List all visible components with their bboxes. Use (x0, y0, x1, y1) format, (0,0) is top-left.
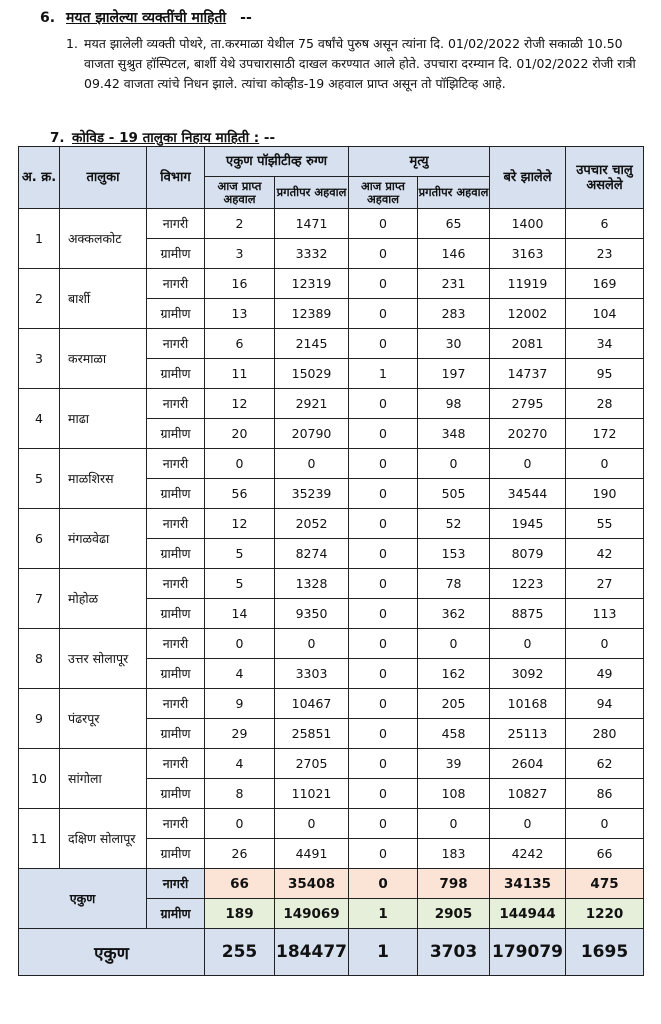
section-7-dash: -- (263, 130, 276, 146)
cell: 26 (205, 839, 275, 869)
cell: 65 (418, 209, 490, 239)
row-taluka: अक्कलकोट (60, 209, 147, 269)
total-vibhag-nagari: नागरी (147, 869, 205, 899)
cell: 1 (349, 899, 418, 929)
cell: 49 (566, 659, 644, 689)
cell: 98 (418, 389, 490, 419)
cell: 280 (566, 719, 644, 749)
row-taluka: पंढरपूर (60, 689, 147, 749)
cell: 2705 (275, 749, 349, 779)
row-vibhag-gramin: ग्रामीण (147, 299, 205, 329)
cell: 205 (418, 689, 490, 719)
cell: 0 (349, 869, 418, 899)
cell: 1223 (490, 569, 566, 599)
cell: 0 (205, 629, 275, 659)
cell: 190 (566, 479, 644, 509)
cell: 20790 (275, 419, 349, 449)
cell: 283 (418, 299, 490, 329)
cell: 169 (566, 269, 644, 299)
cell: 23 (566, 239, 644, 269)
cell: 9350 (275, 599, 349, 629)
cell: 0 (205, 809, 275, 839)
grand-total-row (19, 929, 644, 976)
row-vibhag-nagari: नागरी (147, 209, 205, 239)
cell: 35408 (275, 869, 349, 899)
section-7-title: कोविड - 19 तालुका निहाय माहिती : (72, 130, 260, 146)
cell: 0 (566, 629, 644, 659)
cell: 0 (566, 449, 644, 479)
cell: 3 (205, 239, 275, 269)
cell: 0 (566, 809, 644, 839)
death-details-paragraph (66, 34, 646, 94)
cell: 255 (205, 929, 275, 976)
cell: 0 (349, 479, 418, 509)
cell: 348 (418, 419, 490, 449)
cell: 4 (205, 659, 275, 689)
row-vibhag-gramin: ग्रामीण (147, 779, 205, 809)
cell: 6 (205, 329, 275, 359)
cell: 25113 (490, 719, 566, 749)
row-vibhag-nagari: नागरी (147, 629, 205, 659)
cell: 14737 (490, 359, 566, 389)
cell: 108 (418, 779, 490, 809)
section-6-dash: -- (240, 10, 252, 26)
row-sr: 11 (19, 809, 60, 869)
row-taluka: बार्शी (60, 269, 147, 329)
cell: 30 (418, 329, 490, 359)
cell: 66 (566, 839, 644, 869)
row-sr: 3 (19, 329, 60, 389)
row-taluka: मोहोळ (60, 569, 147, 629)
cell: 146 (418, 239, 490, 269)
row-vibhag-nagari: नागरी (147, 509, 205, 539)
cell: 8079 (490, 539, 566, 569)
header-sr: अ. क्र. (19, 147, 60, 209)
table-row (19, 209, 644, 239)
cell: 1945 (490, 509, 566, 539)
cell: 0 (275, 629, 349, 659)
row-sr: 10 (19, 749, 60, 809)
cell: 13 (205, 299, 275, 329)
cell: 12 (205, 389, 275, 419)
cell: 0 (349, 209, 418, 239)
cell: 3163 (490, 239, 566, 269)
cell: 0 (418, 629, 490, 659)
cell: 231 (418, 269, 490, 299)
cell: 144944 (490, 899, 566, 929)
header-active: उपचार चालु असलेले (566, 147, 644, 209)
cell: 66 (205, 869, 275, 899)
paragraph-number: 1. (66, 36, 78, 51)
row-vibhag-gramin: ग्रामीण (147, 659, 205, 689)
cell: 1 (349, 359, 418, 389)
row-taluka: उत्तर सोलापूर (60, 629, 147, 689)
header-positive-cumulative: प्रगतीपर अहवाल (275, 177, 349, 209)
cell: 11919 (490, 269, 566, 299)
taluka-covid-table (18, 146, 644, 976)
table-row (19, 689, 644, 719)
cell: 62 (566, 749, 644, 779)
cell: 5 (205, 539, 275, 569)
table-row (19, 809, 644, 839)
cell: 42 (566, 539, 644, 569)
cell: 2795 (490, 389, 566, 419)
cell: 2905 (418, 899, 490, 929)
row-vibhag-gramin: ग्रामीण (147, 599, 205, 629)
row-vibhag-nagari: नागरी (147, 689, 205, 719)
cell: 20270 (490, 419, 566, 449)
cell: 0 (349, 449, 418, 479)
row-sr: 6 (19, 509, 60, 569)
row-vibhag-gramin: ग्रामीण (147, 479, 205, 509)
grand-total-label: एकुण (19, 929, 205, 976)
section-6-title: मयत झालेल्या व्यक्तींची माहिती (66, 10, 227, 26)
cell: 0 (490, 449, 566, 479)
header-deaths: मृत्यु (349, 147, 490, 177)
cell: 10168 (490, 689, 566, 719)
cell: 8274 (275, 539, 349, 569)
row-vibhag-nagari: नागरी (147, 329, 205, 359)
cell: 197 (418, 359, 490, 389)
cell: 27 (566, 569, 644, 599)
row-vibhag-nagari: नागरी (147, 449, 205, 479)
cell: 505 (418, 479, 490, 509)
cell: 0 (349, 839, 418, 869)
row-sr: 7 (19, 569, 60, 629)
row-vibhag-nagari: नागरी (147, 809, 205, 839)
cell: 0 (418, 449, 490, 479)
cell: 20 (205, 419, 275, 449)
row-taluka: माळशिरस (60, 449, 147, 509)
cell: 34135 (490, 869, 566, 899)
row-taluka: करमाळा (60, 329, 147, 389)
table-row (19, 509, 644, 539)
cell: 35239 (275, 479, 349, 509)
cell: 1471 (275, 209, 349, 239)
cell: 4 (205, 749, 275, 779)
header-vibhag: विभाग (147, 147, 205, 209)
cell: 2 (205, 209, 275, 239)
cell: 86 (566, 779, 644, 809)
row-vibhag-gramin: ग्रामीण (147, 839, 205, 869)
cell: 10827 (490, 779, 566, 809)
cell: 3332 (275, 239, 349, 269)
cell: 458 (418, 719, 490, 749)
cell: 94 (566, 689, 644, 719)
row-vibhag-nagari: नागरी (147, 569, 205, 599)
cell: 1400 (490, 209, 566, 239)
cell: 3092 (490, 659, 566, 689)
header-deaths-cumulative: प्रगतीपर अहवाल (418, 177, 490, 209)
cell: 0 (349, 269, 418, 299)
row-vibhag-nagari: नागरी (147, 389, 205, 419)
cell: 0 (349, 689, 418, 719)
cell: 0 (349, 329, 418, 359)
cell: 1695 (566, 929, 644, 976)
cell: 3303 (275, 659, 349, 689)
row-vibhag-nagari: नागरी (147, 269, 205, 299)
cell: 179079 (490, 929, 566, 976)
table-row (19, 449, 644, 479)
cell: 172 (566, 419, 644, 449)
cell: 28 (566, 389, 644, 419)
cell: 11 (205, 359, 275, 389)
cell: 12002 (490, 299, 566, 329)
cell: 2145 (275, 329, 349, 359)
cell: 0 (349, 809, 418, 839)
cell: 0 (490, 809, 566, 839)
cell: 0 (349, 629, 418, 659)
section-7-heading (50, 128, 275, 146)
cell: 149069 (275, 899, 349, 929)
cell: 0 (349, 719, 418, 749)
cell: 0 (349, 569, 418, 599)
row-sr: 1 (19, 209, 60, 269)
row-taluka: मंगळवेढा (60, 509, 147, 569)
section-6-number: 6. (40, 10, 56, 26)
row-vibhag-gramin: ग्रामीण (147, 419, 205, 449)
cell: 52 (418, 509, 490, 539)
cell: 0 (349, 239, 418, 269)
cell: 162 (418, 659, 490, 689)
paragraph-text: मयत झालेली व्यक्ती पोथरे, ता.करमाळा येथील 75 वर्षांचे पुरुष असून त्यांना दि. 01/02/2022 रोजी सकाळी 10.50 वाजता सुश्रुत हॉस्पिटल, बार्शी येथे उपचारासाठी दाखल करण्यात आले होते. उपचारा दरम्यान दि. 01/02/2022 रोजी रात्री 09.42 वाजता त्यांचे निधन झाले. त्यांचा कोव्हीड-19 अहवाल प्राप्त असून तो पॉझिटिव्ह आहे. (84, 36, 636, 91)
cell: 25851 (275, 719, 349, 749)
cell: 0 (349, 779, 418, 809)
cell: 8875 (490, 599, 566, 629)
cell: 153 (418, 539, 490, 569)
table-row (19, 389, 644, 419)
row-sr: 5 (19, 449, 60, 509)
row-taluka: दक्षिण सोलापूर (60, 809, 147, 869)
cell: 14 (205, 599, 275, 629)
cell: 6 (566, 209, 644, 239)
cell: 2081 (490, 329, 566, 359)
cell: 29 (205, 719, 275, 749)
row-vibhag-gramin: ग्रामीण (147, 539, 205, 569)
cell: 3703 (418, 929, 490, 976)
row-taluka: माढा (60, 389, 147, 449)
cell: 15029 (275, 359, 349, 389)
cell: 798 (418, 869, 490, 899)
row-sr: 8 (19, 629, 60, 689)
section-7-number: 7. (50, 130, 65, 146)
cell: 0 (275, 449, 349, 479)
cell: 0 (349, 389, 418, 419)
cell: 12389 (275, 299, 349, 329)
row-vibhag-gramin: ग्रामीण (147, 359, 205, 389)
cell: 189 (205, 899, 275, 929)
table-row (19, 569, 644, 599)
cell: 0 (349, 509, 418, 539)
row-sr: 4 (19, 389, 60, 449)
cell: 0 (490, 629, 566, 659)
cell: 10467 (275, 689, 349, 719)
cell: 5 (205, 569, 275, 599)
cell: 362 (418, 599, 490, 629)
row-sr: 2 (19, 269, 60, 329)
header-recovered: बरे झालेले (490, 147, 566, 209)
cell: 12319 (275, 269, 349, 299)
row-vibhag-nagari: नागरी (147, 749, 205, 779)
table-row (19, 749, 644, 779)
cell: 78 (418, 569, 490, 599)
cell: 475 (566, 869, 644, 899)
cell: 2604 (490, 749, 566, 779)
cell: 9 (205, 689, 275, 719)
cell: 11021 (275, 779, 349, 809)
cell: 8 (205, 779, 275, 809)
cell: 2052 (275, 509, 349, 539)
cell: 0 (349, 419, 418, 449)
table-row (19, 629, 644, 659)
cell: 34544 (490, 479, 566, 509)
row-vibhag-gramin: ग्रामीण (147, 239, 205, 269)
cell: 1328 (275, 569, 349, 599)
cell: 0 (349, 539, 418, 569)
cell: 4491 (275, 839, 349, 869)
cell: 113 (566, 599, 644, 629)
cell: 0 (349, 659, 418, 689)
cell: 0 (349, 599, 418, 629)
cell: 1220 (566, 899, 644, 929)
header-taluka: तालुका (60, 147, 147, 209)
cell: 0 (418, 809, 490, 839)
cell: 184477 (275, 929, 349, 976)
total-vibhag-gramin: ग्रामीण (147, 899, 205, 929)
header-deaths-today: आज प्राप्त अहवाल (349, 177, 418, 209)
cell: 55 (566, 509, 644, 539)
total-label: एकुण (19, 869, 147, 929)
cell: 0 (205, 449, 275, 479)
total-row-nagari (19, 869, 644, 899)
section-6-heading (40, 8, 252, 27)
cell: 0 (275, 809, 349, 839)
table-row (19, 269, 644, 299)
cell: 39 (418, 749, 490, 779)
cell: 4242 (490, 839, 566, 869)
cell: 34 (566, 329, 644, 359)
header-positive-today: आज प्राप्त अहवाल (205, 177, 275, 209)
cell: 104 (566, 299, 644, 329)
header-positive: एकुण पॉझीटीव्ह रुग्ण (205, 147, 349, 177)
cell: 12 (205, 509, 275, 539)
cell: 56 (205, 479, 275, 509)
cell: 183 (418, 839, 490, 869)
row-sr: 9 (19, 689, 60, 749)
cell: 2921 (275, 389, 349, 419)
cell: 1 (349, 929, 418, 976)
row-taluka: सांगोला (60, 749, 147, 809)
cell: 16 (205, 269, 275, 299)
cell: 95 (566, 359, 644, 389)
row-vibhag-gramin: ग्रामीण (147, 719, 205, 749)
table-row (19, 329, 644, 359)
cell: 0 (349, 299, 418, 329)
cell: 0 (349, 749, 418, 779)
